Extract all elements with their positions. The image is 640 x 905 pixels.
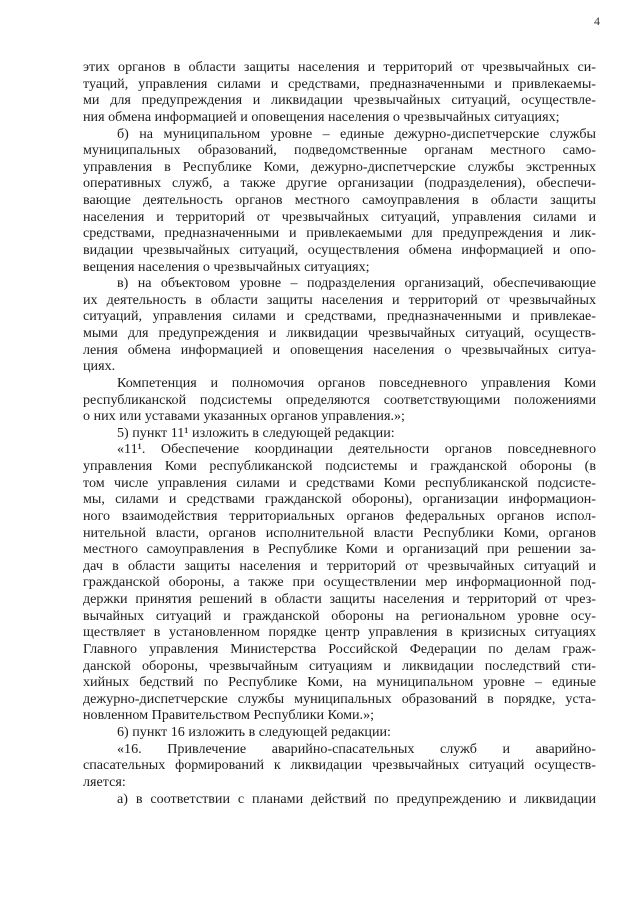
text-line: ного взаимодействия территориальных органов федеральных органов испол- xyxy=(83,507,596,524)
text-line: данской обороны, чрезвычайным ситуациям и ликвидации последствий сти- xyxy=(83,657,596,674)
text-line: ляется: xyxy=(83,773,126,790)
text-line: мы, силами и средствами гражданской обороны), организации информацион- xyxy=(83,491,596,508)
text-line: местного самоуправления в Республике Коми и организаций при решении за- xyxy=(83,541,596,558)
text-line: видации чрезвычайных ситуаций, осуществления обмена информацией и опо- xyxy=(83,241,596,258)
text-line: 5) пункт 11¹ изложить в следующей редакции: xyxy=(117,424,395,441)
text-line: вычайных ситуаций и гражданской обороны на региональном уровне осу- xyxy=(83,607,596,624)
text-line: циях. xyxy=(83,358,116,375)
text-line: Компетенция и полномочия органов повседневного управления Коми xyxy=(117,374,596,391)
text-line: хийных бедствий по Республике Коми, на муниципальном уровне – единые xyxy=(83,674,596,691)
text-line: спасательных формирований к ликвидации чрезвычайных ситуаций осуществ- xyxy=(83,757,596,774)
page-number: 4 xyxy=(594,14,600,28)
text-line: а) в соответствии с планами действий по предупреждению и ликвидации xyxy=(117,790,596,807)
text-line: «11¹. Обеспечение координации деятельности органов повседневного xyxy=(117,441,596,458)
text-line: оперативных служб, а также другие организации (подразделения), обеспечи- xyxy=(83,175,596,192)
text-line: держки принятия решений в области защиты населения и территорий от чрез- xyxy=(83,591,596,607)
text-line: вающие деятельность органов местного самоуправления в области защиты xyxy=(83,192,596,208)
text-line: 6) пункт 16 изложить в следующей редакции: xyxy=(117,724,391,740)
text-line: дежурно-диспетчерские службы муниципальных образований в порядке, уста- xyxy=(83,690,596,707)
text-line: новленном Правительством Республики Коми.»; xyxy=(83,707,375,724)
text-line: дач в области защиты населения и территорий от чрезвычайных ситуаций и xyxy=(83,557,596,574)
text-line: б) на муниципальном уровне – единые дежурно-диспетчерские службы xyxy=(117,125,596,142)
text-line: муниципальных образований, подведомственные органам местного само- xyxy=(83,142,596,159)
text-line: средствами, предназначенными и привлекаемыми для предупреждения и лик- xyxy=(83,225,596,242)
text-line: Главного управления Министерства Российской Федерации по делам граж- xyxy=(83,640,596,657)
text-line: управления Коми республиканской подсистемы и гражданской обороны (в xyxy=(83,458,596,474)
text-line: в) на объектовом уровне – подразделения организаций, обеспечивающие xyxy=(117,275,596,292)
text-line: ществляет в установленном порядке центр управления в кризисных ситуациях xyxy=(83,624,596,641)
text-line: ления обмена информацией и оповещения населения о чрезвычайных ситуа- xyxy=(83,341,596,358)
text-line: управления в Республике Коми, дежурно-диспетчерские службы экстренных xyxy=(83,158,596,175)
text-line: их деятельность в области защиты населения и территорий от чрезвычайных xyxy=(83,291,596,308)
text-line: «16. Привлечение аварийно-спасательных служб и аварийно- xyxy=(117,740,596,757)
text-line: ситуаций, управления силами и средствами, предназначенными и привлекае- xyxy=(83,308,596,325)
text-line: о них или уставами указанных органов управления.»; xyxy=(83,408,405,425)
text-line: туаций, управления силами и средствами, предназначенными и привлекаемы- xyxy=(83,75,596,92)
text-line: гражданской обороны, а также при осуществлении мер информационной под- xyxy=(83,574,596,591)
text-line: этих органов в области защиты населения и территорий от чрезвычайных си- xyxy=(83,59,596,75)
text-line: ми для предупреждения и ликвидации чрезвычайных ситуаций, осуществле- xyxy=(83,92,596,109)
text-line: мыми для предупреждения и ликвидации чрезвычайных ситуаций, осуществ- xyxy=(83,325,596,341)
text-line: вещения населения о чрезвычайных ситуациях; xyxy=(83,258,370,275)
text-line: том числе управления силами и средствами Коми республиканской подсисте- xyxy=(83,474,596,491)
text-line: нительной власти, органов исполнительной власти Республики Коми, органов xyxy=(83,524,596,541)
document-body xyxy=(83,59,596,807)
text-line: ния обмена информацией и оповещения населения о чрезвычайных ситуациях; xyxy=(83,108,560,125)
text-line: населения и территорий от чрезвычайных ситуаций, управления силами и xyxy=(83,208,596,225)
text-line: республиканской подсистемы определяются соответствующими положениями xyxy=(83,391,596,408)
